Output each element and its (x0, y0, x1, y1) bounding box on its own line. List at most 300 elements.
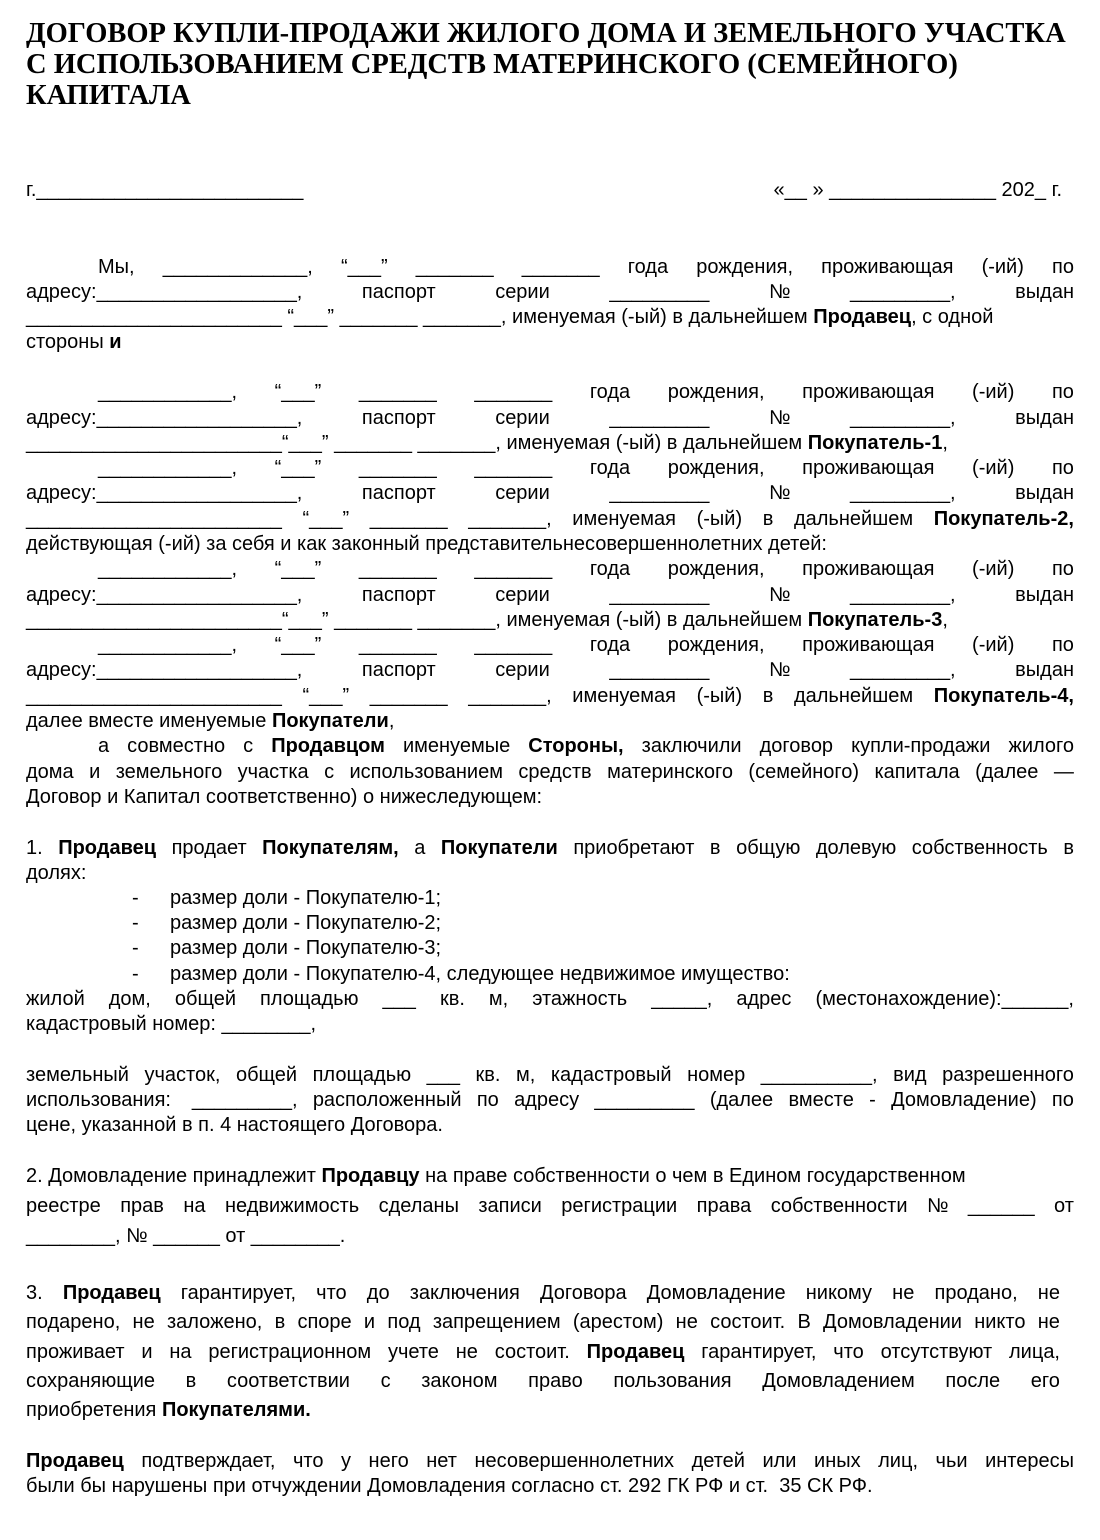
text-span: “___” (274, 457, 322, 479)
text-span: сохраняющие (26, 1370, 155, 1392)
party-term: Покупателям, (262, 837, 399, 859)
bullet-dash: - (132, 887, 139, 909)
text-span: детей (691, 1450, 745, 1472)
text-span: участок, (144, 1064, 221, 1086)
text-span: “___” (274, 634, 322, 656)
text-span: (семейного) (748, 761, 860, 783)
text-span: никому (805, 1282, 873, 1304)
text-span: не (455, 1341, 478, 1363)
text-span: и (89, 761, 101, 783)
text-span: адресу:__________________, (26, 659, 303, 681)
text-span: и (141, 1341, 153, 1363)
text-span: ____________, (98, 457, 238, 479)
text-span: земельный (26, 1064, 129, 1086)
bullet-dash: - (132, 963, 139, 985)
text-span: средств (518, 761, 592, 783)
text-span: рождения, (696, 256, 793, 278)
text-span: “___” (302, 685, 350, 707)
share-list-text: размер доли - Покупателю-2; (170, 912, 442, 934)
text-span: серии (495, 281, 550, 303)
text-line (26, 280, 1074, 305)
party-term: Покупатель-4, (933, 685, 1074, 707)
text-span: _______________________“___” _______ _______, именуемая (-ый) в дальнейшем (26, 432, 808, 454)
text-span: право (528, 1370, 583, 1392)
text-span: дальнейшем (793, 685, 914, 707)
text-line (98, 633, 1074, 658)
text-span: договор (759, 735, 834, 757)
text-line (26, 1449, 1074, 1474)
city-field: г.________________________ (26, 179, 304, 201)
text-span: кадастровый номер: ________, (26, 1013, 317, 1035)
text-span: права (696, 1195, 752, 1217)
text-span: паспорт (361, 407, 436, 429)
text-span: подарено, (26, 1311, 121, 1333)
text-span: что (293, 1450, 324, 1472)
text-span: серии (495, 407, 550, 429)
text-span: ___ (382, 988, 416, 1010)
party-term: Покупатели (440, 837, 558, 859)
text-span: него (368, 1450, 409, 1472)
share-list-text: размер доли - Покупателю-4, следующее недвижимое имущество: (170, 963, 790, 985)
text-span: года (627, 256, 669, 278)
text-span: под (387, 1311, 421, 1333)
text-span: использования: (26, 1089, 171, 1111)
bullet-dash: - (132, 912, 139, 934)
text-line (98, 380, 1074, 405)
date-field: «__ » _______________ 202_ г. (773, 179, 1062, 201)
text-span: выдан (1015, 659, 1074, 681)
text-span: года (589, 634, 631, 656)
text-span: приобретают (573, 837, 695, 859)
text-span: _______ (474, 558, 553, 580)
text-span: на (169, 1341, 192, 1363)
text-span: проживающая (802, 634, 935, 656)
text-span: совместно (127, 735, 226, 757)
party-term: Покупателями. (161, 1399, 311, 1421)
text-line (26, 785, 1074, 810)
text-span: _______________________ “___” _______ _______, именуемая (-ый) в дальнейшем (26, 306, 814, 328)
text-span: ____________, (98, 381, 238, 403)
text-span: по (476, 1089, 499, 1111)
share-list-item (132, 911, 441, 936)
text-span: гарантирует, (701, 1341, 817, 1363)
text-span: выдан (1015, 482, 1074, 504)
text-span: проживающая (821, 256, 954, 278)
party-term: и (109, 331, 122, 353)
text-span: _______ (474, 381, 553, 403)
text-line (26, 608, 1074, 633)
text-span: после (945, 1370, 1001, 1392)
text-span: № (768, 281, 791, 303)
text-line (98, 456, 1074, 481)
text-span: площадью (260, 988, 359, 1010)
text-span: 2. Домовладение принадлежит (26, 1165, 322, 1187)
text-span: от (1054, 1195, 1074, 1217)
text-span: продает (171, 837, 247, 859)
text-span: сделаны (378, 1195, 459, 1217)
text-span: и (363, 1311, 376, 1333)
text-span: дом, (108, 988, 151, 1010)
text-span: иных (814, 1450, 861, 1472)
text-span: долях: (26, 862, 87, 884)
text-span: 3. (26, 1282, 43, 1304)
text-span: дома (26, 761, 74, 783)
text-span: не (892, 1282, 915, 1304)
text-span: проживает (26, 1341, 125, 1363)
share-list-item (132, 936, 441, 961)
text-line (26, 431, 1074, 456)
text-span: выдан (1015, 281, 1074, 303)
text-span: № (768, 659, 791, 681)
text-span: - (869, 1089, 876, 1111)
text-line (26, 1164, 1074, 1189)
text-span: _______________________ (26, 508, 282, 530)
text-line (26, 987, 1074, 1012)
text-span: — (1053, 761, 1074, 783)
text-span: _________, (849, 281, 956, 303)
text-span: _______ (358, 381, 437, 403)
text-span: проживающая (802, 457, 935, 479)
text-span: “___” (340, 256, 388, 278)
text-span: дальнейшем (793, 508, 914, 530)
text-line (26, 1310, 1060, 1335)
text-span: по (1051, 634, 1074, 656)
text-span: _______ (358, 558, 437, 580)
text-span: действующая (-ий) за себя и как законный представительнесовершеннолетних детей: (26, 533, 827, 555)
text-line (26, 507, 1074, 532)
text-span: интересы (985, 1450, 1074, 1472)
text-span: не (1037, 1282, 1060, 1304)
text-span: паспорт (361, 659, 436, 681)
text-span: адресу:__________________, (26, 407, 303, 429)
text-span: прав (120, 1195, 164, 1217)
share-list-text: размер доли - Покупателю-3; (170, 937, 442, 959)
text-span: пользования (613, 1370, 732, 1392)
text-span: соответствии (226, 1370, 350, 1392)
text-span: учете (387, 1341, 439, 1363)
text-span: не (1037, 1311, 1060, 1333)
text-line (98, 255, 1074, 280)
text-span: отсутствуют (880, 1341, 993, 1363)
text-span: а (414, 837, 426, 859)
text-span: ____________, (98, 634, 238, 656)
text-span: “___” (302, 508, 350, 530)
text-span: _______, (468, 508, 552, 530)
text-span: регистрации (561, 1195, 678, 1217)
text-span: (далее (975, 761, 1039, 783)
text-span: паспорт (361, 482, 436, 504)
text-line (26, 1063, 1074, 1088)
text-span: _________ (609, 407, 710, 429)
text-span: расположенный (312, 1089, 462, 1111)
text-span: рождения, (667, 558, 765, 580)
text-span: Мы, (98, 256, 135, 278)
text-span: в (274, 1311, 286, 1333)
text-span: рождения, (667, 381, 765, 403)
text-span: адресу (514, 1089, 580, 1111)
text-span: № (768, 482, 791, 504)
text-span: по (1051, 558, 1074, 580)
text-span: _________ (609, 584, 710, 606)
text-line (26, 1012, 1074, 1037)
text-span: № (768, 584, 791, 606)
text-span: в (762, 508, 774, 530)
text-span: адресу:__________________, (26, 281, 303, 303)
text-span: запрещением (432, 1311, 561, 1333)
party-term: Покупатель-2, (933, 508, 1074, 530)
text-span: несовершеннолетних (474, 1450, 675, 1472)
text-span: _______ (474, 634, 553, 656)
text-span: В (797, 1311, 811, 1333)
text-span: _______, (468, 685, 552, 707)
text-span: заключения (409, 1282, 520, 1304)
text-span: подтверждает, (141, 1450, 276, 1472)
text-span: _________, (849, 482, 956, 504)
text-span: (-ий) (972, 558, 1015, 580)
text-line (26, 760, 1074, 785)
text-span: материнского (607, 761, 733, 783)
text-span: (-ий) (972, 381, 1015, 403)
text-line (98, 734, 1074, 759)
text-span: года (589, 381, 631, 403)
text-span: заложено, (166, 1311, 263, 1333)
party-term: Продавец (586, 1341, 685, 1363)
text-span: на праве собственности о чем в Едином государственном (419, 1165, 966, 1187)
text-span: лиц, (878, 1450, 918, 1472)
text-line (26, 1281, 1060, 1306)
text-span: состоит. (494, 1341, 570, 1363)
text-span: номер (687, 1064, 746, 1086)
text-line (26, 1474, 1074, 1499)
text-span: _________ (609, 659, 710, 681)
text-span: ___ (426, 1064, 461, 1086)
text-span: не (132, 1311, 155, 1333)
text-line (26, 1369, 1060, 1394)
text-line (26, 709, 1074, 734)
text-span: на (183, 1195, 206, 1217)
text-line (26, 532, 1074, 557)
text-span: Договор и Капитал соответственно) о нижеследующем: (26, 786, 543, 808)
text-line (98, 557, 1074, 582)
text-span: выдан (1015, 584, 1074, 606)
text-span: не (675, 1311, 698, 1333)
text-span: общую (736, 837, 801, 859)
party-term: Продавцом (271, 735, 385, 757)
text-span: по (1052, 256, 1074, 278)
document-title: ДОГОВОР КУПЛИ-ПРОДАЖИ ЖИЛОГО ДОМА И ЗЕМЕЛЬНОГО УЧАСТКА С ИСПОЛЬЗОВАНИЕМ СРЕДСТВ МАТЕРИНСКОГО (СЕМЕЙНОГО) КАПИТАЛА (26, 18, 1066, 111)
text-span: _________, (849, 407, 956, 429)
text-span: _________, (849, 584, 956, 606)
text-span: с (324, 761, 335, 783)
text-span: ____________, (98, 558, 238, 580)
text-span: _______ (358, 634, 437, 656)
text-span: , (942, 432, 948, 454)
text-span: серии (495, 584, 550, 606)
text-line (26, 836, 1074, 861)
text-span: адресу:__________________, (26, 482, 303, 504)
text-line (26, 1194, 1074, 1219)
text-span: приобретения (26, 1399, 162, 1421)
text-span: _______ (521, 256, 600, 278)
text-span: рождения, (667, 457, 765, 479)
bullet-dash: - (132, 937, 139, 959)
text-span: далее вместе именуемые (26, 710, 272, 732)
text-span: участка (237, 761, 309, 783)
text-span: (-ий) (981, 256, 1024, 278)
text-line (26, 406, 1074, 431)
text-line (26, 1224, 1074, 1249)
text-line (26, 861, 1074, 886)
text-span: площадью (312, 1064, 412, 1086)
text-line (26, 1113, 1074, 1138)
text-line (26, 330, 1074, 355)
text-span: года (589, 558, 631, 580)
text-span: __________, (760, 1064, 878, 1086)
text-span: проживающая (802, 381, 935, 403)
text-line (26, 583, 1074, 608)
text-line (26, 684, 1074, 709)
text-span: капитала (874, 761, 960, 783)
place-date-line (26, 178, 1074, 203)
text-span: этажность (532, 988, 628, 1010)
text-span: ________, № ______ от ________. (26, 1225, 346, 1247)
text-span: серии (495, 659, 550, 681)
text-span: общей (235, 1064, 298, 1086)
party-term: Продавцу (321, 1165, 420, 1187)
text-span: в (185, 1370, 197, 1392)
text-span: кадастровый (550, 1064, 672, 1086)
text-span: “___” (274, 381, 322, 403)
party-term: Продавец (58, 837, 157, 859)
text-span: № (926, 1195, 949, 1217)
text-span: именуемая (572, 508, 676, 530)
text-span: Домовладении (823, 1311, 962, 1333)
text-span: № (768, 407, 791, 429)
text-span: (местонахождение):______, (815, 988, 1074, 1010)
share-list-item (132, 962, 790, 987)
text-span: недвижимость (224, 1195, 360, 1217)
text-span: проживающая (802, 558, 935, 580)
text-span: разрешенного (942, 1064, 1074, 1086)
text-span: _______ (369, 685, 448, 707)
text-span: паспорт (361, 584, 436, 606)
text-span: заключили (641, 735, 742, 757)
text-span: споре (297, 1311, 352, 1333)
text-span: жилого (1008, 735, 1074, 757)
text-span: в (1063, 837, 1074, 859)
text-span: нет (426, 1450, 457, 1472)
text-span: регистрационном (208, 1341, 372, 1363)
party-term: Покупатель-3 (807, 609, 943, 631)
text-line (26, 658, 1074, 683)
text-span: именуемые (402, 735, 511, 757)
text-span: паспорт (361, 281, 436, 303)
text-line (26, 1398, 1074, 1423)
text-span: _______ (369, 508, 448, 530)
text-span: м, (488, 988, 509, 1010)
text-span: долевую (815, 837, 897, 859)
text-span: в (762, 685, 774, 707)
text-span: _______________________ (26, 685, 282, 707)
text-span: (-ий) (972, 634, 1015, 656)
text-line (26, 1088, 1074, 1113)
text-span: , с одной (911, 306, 994, 328)
text-span: чьи (935, 1450, 968, 1472)
text-span: состоит. (710, 1311, 786, 1333)
text-span: что (833, 1341, 864, 1363)
text-span: собственность (911, 837, 1048, 859)
text-span: лица, (1009, 1341, 1060, 1363)
text-span: были бы нарушены при отчуждении Домовладения согласно ст. 292 ГК РФ и ст. 35 СК РФ. (26, 1475, 873, 1497)
text-line (26, 305, 1074, 330)
text-span: (-ый) (696, 508, 743, 530)
text-span: адрес (736, 988, 792, 1010)
text-span: кв. (439, 988, 465, 1010)
text-span: , (388, 710, 395, 732)
text-span: адресу:__________________, (26, 584, 303, 606)
text-span: у (341, 1450, 352, 1472)
text-span: “___” (274, 558, 322, 580)
text-span: кв. (475, 1064, 501, 1086)
text-span: (арестом) (572, 1311, 664, 1333)
text-span: , (942, 609, 948, 631)
text-line (26, 481, 1074, 506)
text-span: или (762, 1450, 797, 1472)
party-term: Покупатели (271, 710, 389, 732)
text-span: записи (478, 1195, 542, 1217)
text-span: _______ (415, 256, 494, 278)
text-span: именуемая (572, 685, 676, 707)
text-span: по (1051, 381, 1074, 403)
text-span: по (1051, 457, 1074, 479)
party-term: Покупатель-1 (807, 432, 943, 454)
text-span: стороны (26, 331, 110, 353)
text-span: с (380, 1370, 391, 1392)
text-span: ______ (967, 1195, 1035, 1217)
text-span: _________, (186, 1089, 298, 1111)
text-span: _______ (474, 457, 553, 479)
text-span: выдан (1015, 407, 1074, 429)
text-span: законом (421, 1370, 498, 1392)
text-span: _________ (609, 281, 710, 303)
text-span: (-ий) (972, 457, 1015, 479)
share-list-item (132, 886, 441, 911)
text-span: серии (495, 482, 550, 504)
text-span: _______________________“___” _______ _______, именуемая (-ый) в дальнейшем (26, 609, 808, 631)
party-term: Продавец (813, 306, 912, 328)
text-span: _____, (651, 988, 713, 1010)
party-term: Стороны, (528, 735, 624, 757)
text-span: земельного (115, 761, 223, 783)
text-span: продано, (934, 1282, 1018, 1304)
text-span: гарантирует, (180, 1282, 297, 1304)
text-span: собственности (770, 1195, 908, 1217)
text-span: до (366, 1282, 390, 1304)
text-span: использованием (349, 761, 503, 783)
text-span: Домовладение) (891, 1089, 1037, 1111)
text-span: вместе (788, 1089, 854, 1111)
share-list-text: размер доли - Покупателю-1; (170, 887, 442, 909)
text-span: Домовладением (762, 1370, 915, 1392)
text-span: купли-продажи (851, 735, 991, 757)
text-span: а (98, 735, 110, 757)
text-span: с (243, 735, 254, 757)
text-span: вид (893, 1064, 927, 1086)
text-span: года (589, 457, 631, 479)
text-span: что (316, 1282, 347, 1304)
text-span: м, (516, 1064, 536, 1086)
text-span: _________ (609, 482, 710, 504)
